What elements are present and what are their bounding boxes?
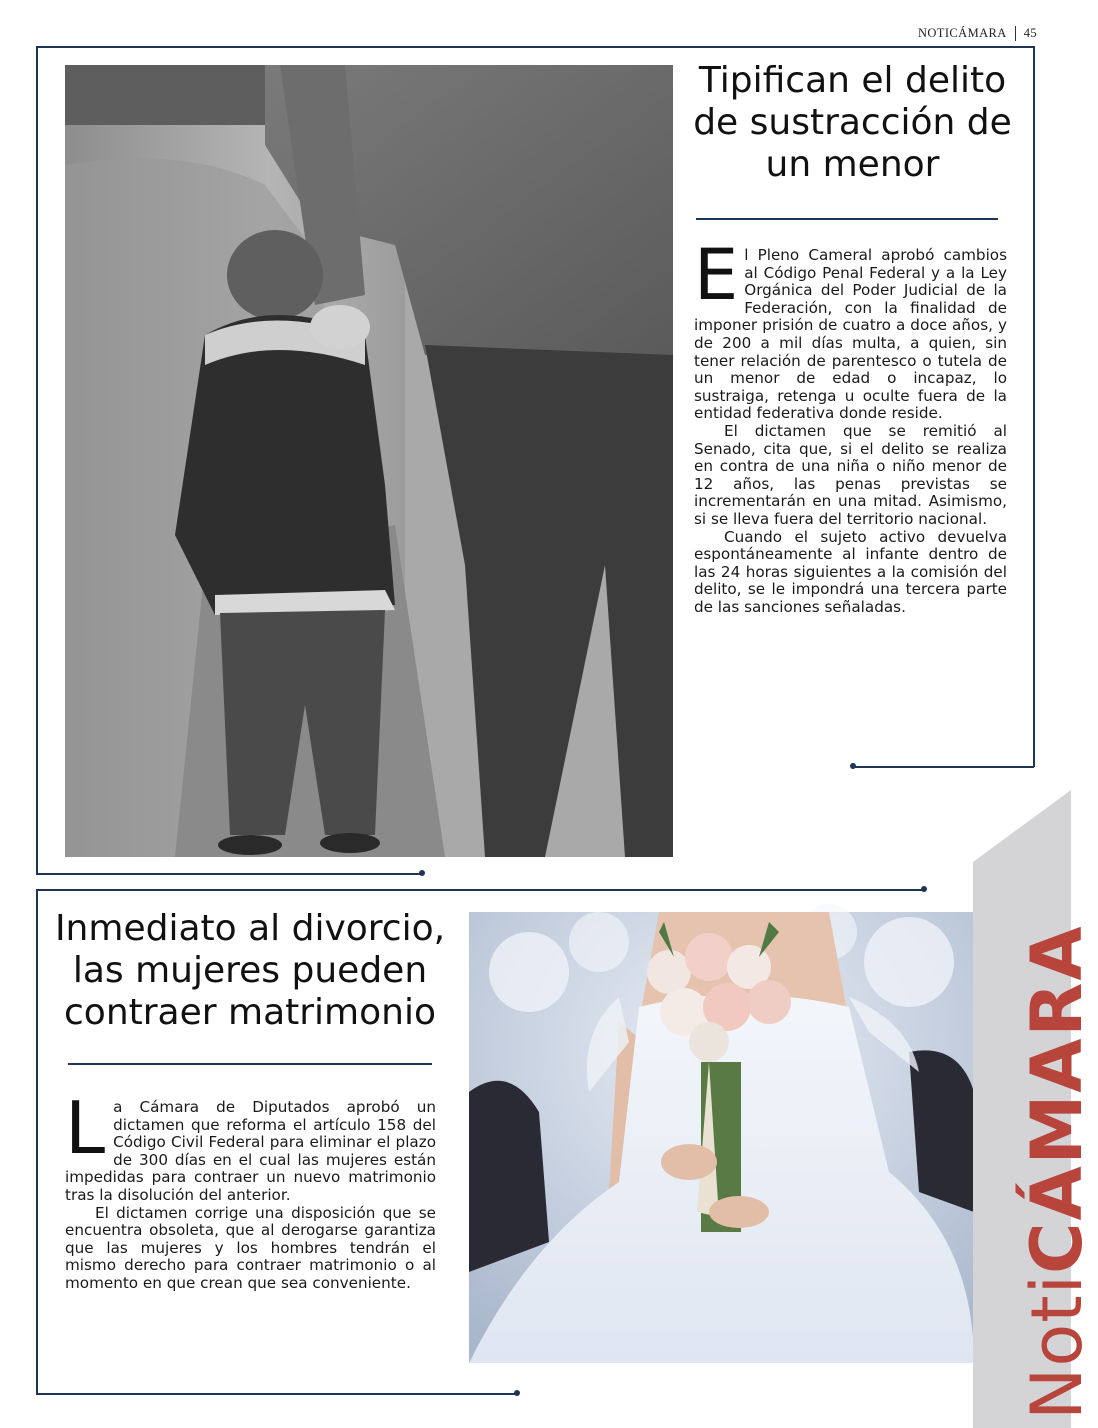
frame-dot: [850, 763, 856, 769]
frame2-top-line: [36, 889, 925, 891]
dropcap: E: [694, 234, 739, 316]
article1-paragraph: Cuando el sujeto activo devuelva espontáneamente al infante dentro de las 24 horas siguientes a la comisión del delito, se le impondrá una tercera parte de las sanciones señaladas.: [694, 527, 1007, 616]
brand-logo-vertical: [1016, 924, 1098, 1420]
article2-body: [65, 1086, 436, 1293]
article2-title: Inmediato al divorcio, las mujeres pueden contraer matrimonio: [54, 908, 446, 1034]
frame-bottom-left-line: [36, 873, 422, 875]
publication-name: NOTICÁMARA: [917, 26, 1007, 40]
frame2-left-line: [36, 889, 38, 1394]
brand-prefix: Noti: [1016, 1273, 1098, 1420]
page-number: 45: [1023, 26, 1037, 40]
title-underline: [68, 1063, 432, 1065]
article1-body: [694, 234, 1007, 616]
title-underline: [696, 218, 998, 220]
article1-title: Tipifican el delito de sustracción de un menor: [693, 60, 1012, 186]
frame-right-line: [1033, 46, 1035, 767]
header-divider: [1015, 26, 1016, 41]
article2-paragraph: a Cámara de Diputados aprobó un dictamen que reforma el artículo 158 del Código Civil Federal para eliminar el plazo de 300 días en el cual las mujeres están impedidas para contraer un nuevo matrimonio tras la disolución del anterior.: [65, 1098, 436, 1204]
article2-paragraph: El dictamen corrige una disposición que se encuentra obsoleta, que al derogarse garantiza que las mujeres y los hombres tendrán el mismo derecho para contraer matrimonio o al momento en que crean que sea conveniente.: [65, 1203, 436, 1292]
article1-paragraph: l Pleno Cameral aprobó cambios al Código Penal Federal y a la Ley Orgánica del Poder Judicial de la Federación, con la finalidad de imponer prisión de cuatro a doce años, y de 200 a mil días multa, a quien, sin tener relación de parentesco o tutela de un menor de edad o incapaz, lo sustraiga, retenga u oculte fuera de la entidad federativa donde reside.: [694, 246, 1007, 423]
photo-bride-bouquet: [469, 912, 974, 1363]
dropcap: L: [65, 1086, 106, 1170]
brand-name: CÁMARA: [1016, 924, 1098, 1274]
frame-dot: [921, 886, 927, 892]
frame-bottom-right-line: [854, 766, 1034, 768]
photo-parent-child: [65, 65, 673, 857]
frame-top-line: [36, 46, 1034, 48]
frame2-bottom-line: [36, 1393, 517, 1395]
frame-dot: [419, 870, 425, 876]
running-header: [918, 26, 1037, 41]
article1-paragraph: El dictamen que se remitió al Senado, cita que, si el delito se realiza en contra de una niña o niño menor de 12 años, las penas previstas se incrementarán en una mitad. Asimismo, si se lleva fuera del territorio nacional.: [694, 421, 1007, 528]
frame-left-line: [36, 46, 38, 874]
frame-dot: [514, 1390, 520, 1396]
